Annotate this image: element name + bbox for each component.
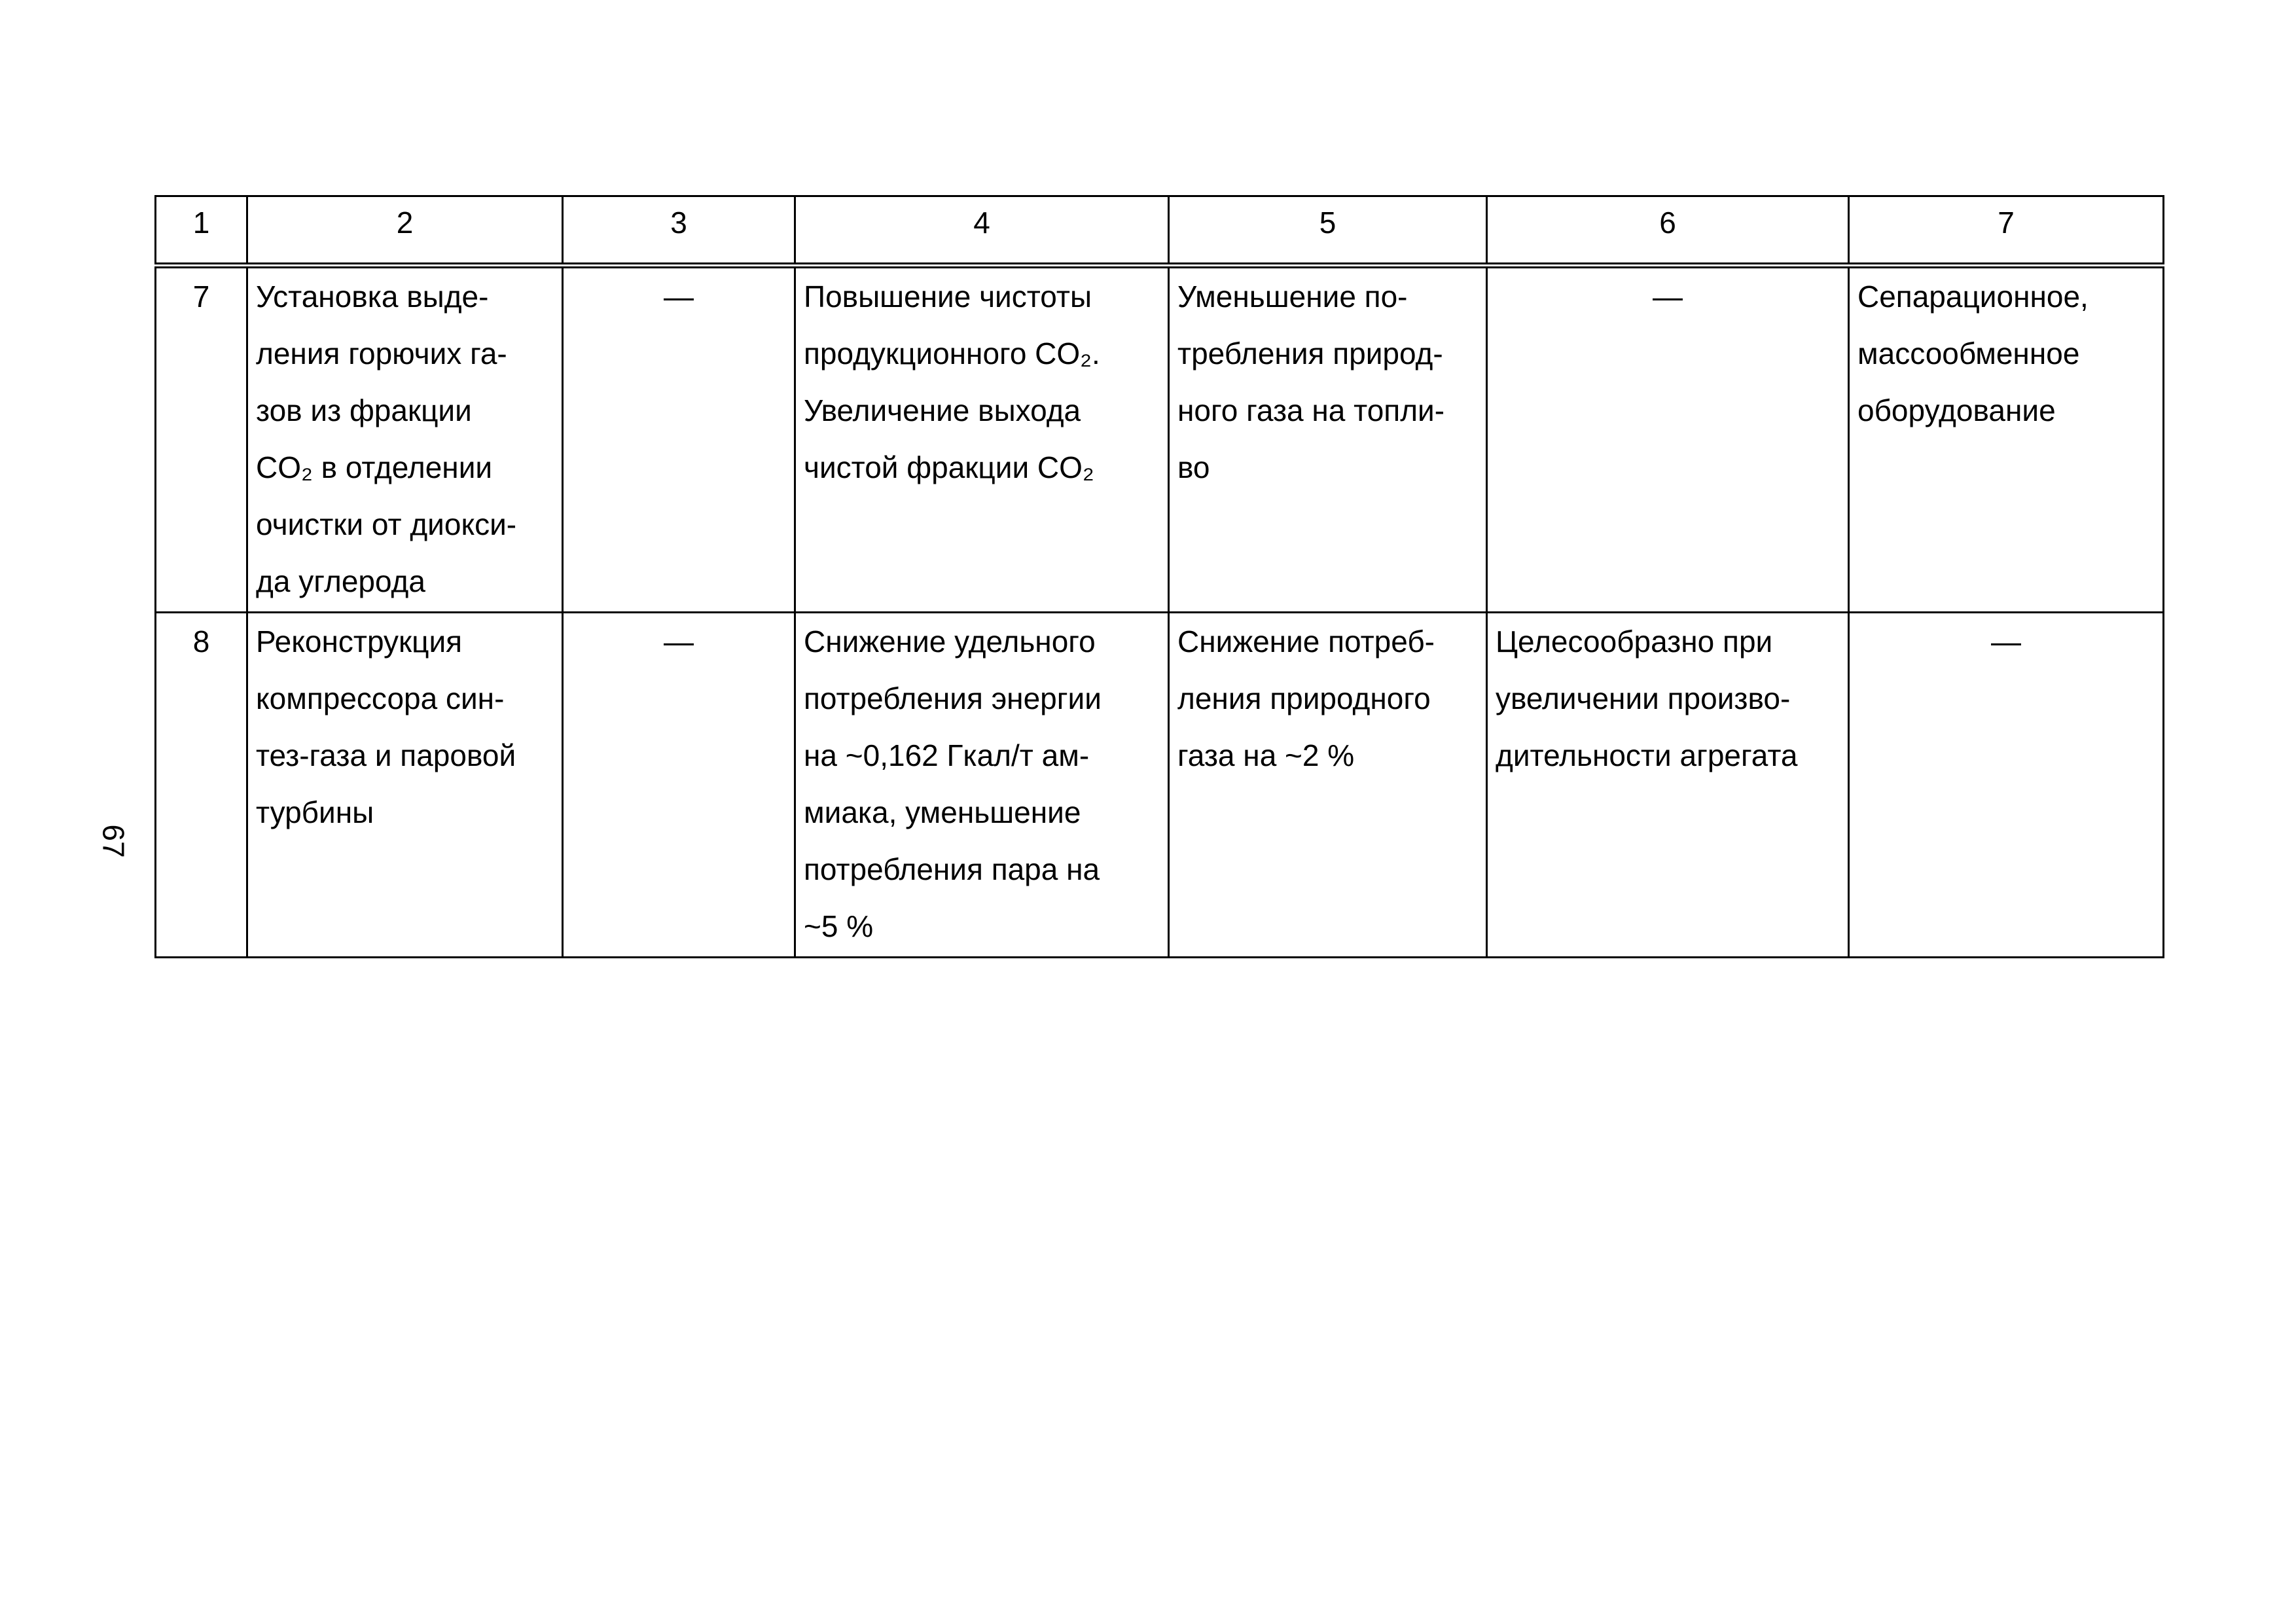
cell-line: — [664, 624, 694, 659]
column-number-2: 2 [247, 196, 563, 266]
row-number-cell [156, 266, 247, 613]
data-table [154, 195, 2164, 958]
cell-line: турбины [256, 795, 374, 829]
cell-line: Увеличение выхода [804, 393, 1081, 427]
cell-line: чистой фракции CO₂ [804, 450, 1094, 484]
cell-line: Реконструкция [256, 624, 463, 659]
cell-line: Сепарационное, [1857, 280, 2089, 314]
cell-line: увеличении произво- [1496, 681, 1791, 715]
cell-line: — [1653, 280, 1683, 314]
cell-line: CO₂ в отделении [256, 450, 493, 484]
column-number-4: 4 [795, 196, 1169, 266]
cell-line: Целесообразно при [1496, 624, 1773, 659]
cell-line: массообменное [1857, 336, 2080, 370]
cell-line: ления горючих га- [256, 336, 507, 370]
cell-line: — [1991, 624, 2021, 659]
column-number-1: 1 [156, 196, 247, 266]
measure-name-cell [247, 613, 563, 958]
cell-line: на ~0,162 Гкал/т ам- [804, 738, 1090, 772]
cell-line: газа на ~2 % [1177, 738, 1355, 772]
column-4-cell [795, 613, 1169, 958]
cell-line: 7 [192, 280, 210, 314]
cell-line: Снижение потреб- [1177, 624, 1435, 659]
cell-line: оборудование [1857, 393, 2056, 427]
cell-line: Установка выде- [256, 280, 489, 314]
table-header-row [156, 196, 2164, 266]
cell-line: Уменьшение по- [1177, 280, 1408, 314]
cell-line: — [664, 280, 694, 314]
cell-line: Повышение чистоты [804, 280, 1092, 314]
column-3-cell [563, 613, 795, 958]
cell-line: дительности агрегата [1496, 738, 1798, 772]
column-number-5: 5 [1169, 196, 1487, 266]
cell-line: компрессора син- [256, 681, 505, 715]
cell-line: во [1177, 450, 1210, 484]
row-number-cell [156, 613, 247, 958]
table-row [156, 613, 2164, 958]
column-4-cell [795, 266, 1169, 613]
column-6-cell [1487, 613, 1849, 958]
column-5-cell [1169, 266, 1487, 613]
column-5-cell [1169, 613, 1487, 958]
cell-line: миака, уменьшение [804, 795, 1081, 829]
cell-line: ного газа на топли- [1177, 393, 1445, 427]
cell-line: продукционного CO₂. [804, 336, 1100, 370]
cell-line: потребления пара на [804, 852, 1100, 886]
cell-line: ~5 % [804, 909, 874, 943]
cell-line: требления природ- [1177, 336, 1443, 370]
cell-line: 8 [192, 624, 210, 659]
cell-line: очистки от диокси- [256, 507, 517, 541]
column-3-cell [563, 266, 795, 613]
column-number-6: 6 [1487, 196, 1849, 266]
column-7-cell [1849, 613, 2164, 958]
page-number: 67 [96, 824, 131, 858]
cell-line: тез-газа и паровой [256, 738, 516, 772]
cell-line: зов из фракции [256, 393, 472, 427]
cell-line: Снижение удельного [804, 624, 1096, 659]
cell-line: ления природного [1177, 681, 1431, 715]
column-number-3: 3 [563, 196, 795, 266]
cell-line: да углерода [256, 564, 425, 598]
column-7-cell [1849, 266, 2164, 613]
measure-name-cell [247, 266, 563, 613]
column-number-7: 7 [1849, 196, 2164, 266]
table-row [156, 266, 2164, 613]
cell-line: потребления энергии [804, 681, 1102, 715]
column-6-cell [1487, 266, 1849, 613]
